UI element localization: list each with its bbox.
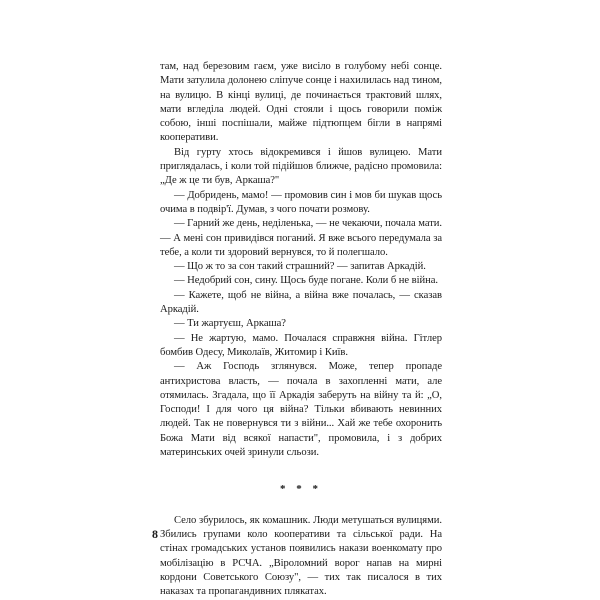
paragraph-10: — Аж Господь зглянувся. Може, тепер пропаде антихристова власть, — почала в захопленні мати, але отямилась. Згадала, що її Аркадія заберуть на війну та й: „О, Господи! І для чого ця війна? Тільки вбивають невинних людей. Так не повернувся ти з війни... Хай же тебе охоронить Божа Мати від всякої напасти", промовила, і з добрих материнських очей зринули сльози. — [160, 361, 442, 459]
paragraph-11: Село збурилось, як комашник. Люди метушаться вулицями. Збились групами коло кооперативи та сільської ради. На стінах громадських установ появились накази военкомату про мобілізацію в РСЧА. „Віроломний ворог напав на мирні кордони Советського Союзу", — тих так писалося в тих наказах та пропагандивних плякатах. — [160, 514, 442, 598]
paragraph-1: там, над березовим гаєм, уже висіло в голубому небі сонце. Мати затулила долонею сліпуче сонце і нахилилась над тином, на вулицю. В кінці вулиці, де починається трактовий шлях, мати вгледіла людей. Одні стояли і щось говорили поміж собою, інші поспішали, майже підтюпцем бігли в напрямі кооперативи. — [160, 61, 442, 144]
page-text — [160, 60, 442, 599]
paragraph-4: — Гарний же день, неділенька, — не чекаючи, почала мати. — А мені сон привидівся поганий. Я вже всього передумала за тебе, а коли ти здоровий вернувся, то й полегшало. — [160, 218, 442, 258]
paragraph-3: — Добридень, мамо! — промовив син і мов би шукав щось очима в подвір'ї. Думав, з чого почати розмову. — [160, 189, 442, 215]
paragraph-9: — Не жартую, мамо. Почалася справжня війна. Гітлер бомбив Одесу, Миколаїв, Житомир і Київ. — [160, 332, 442, 358]
section-separator: * * * — [280, 483, 322, 496]
paragraph-8: — Ти жартуєш, Аркаша? — [174, 318, 286, 330]
paragraph-2: Від гурту хтось відокремився і йшов вулицею. Мати приглядалась, і коли той підійшов ближче, радісно промовила: „Де ж це ти був, Аркаша?" — [160, 146, 442, 187]
paragraph-6: — Недобрий сон, сину. Щось буде погане. Коли б не війна. — [174, 275, 439, 287]
paragraph-5: — Що ж то за сон такий страшний? — запитав Аркадій. — [174, 261, 426, 273]
paragraph-7: — Кажете, щоб не війна, а війна вже почалась, — сказав Аркадій. — [160, 289, 442, 316]
page-number: 8 — [152, 527, 158, 541]
